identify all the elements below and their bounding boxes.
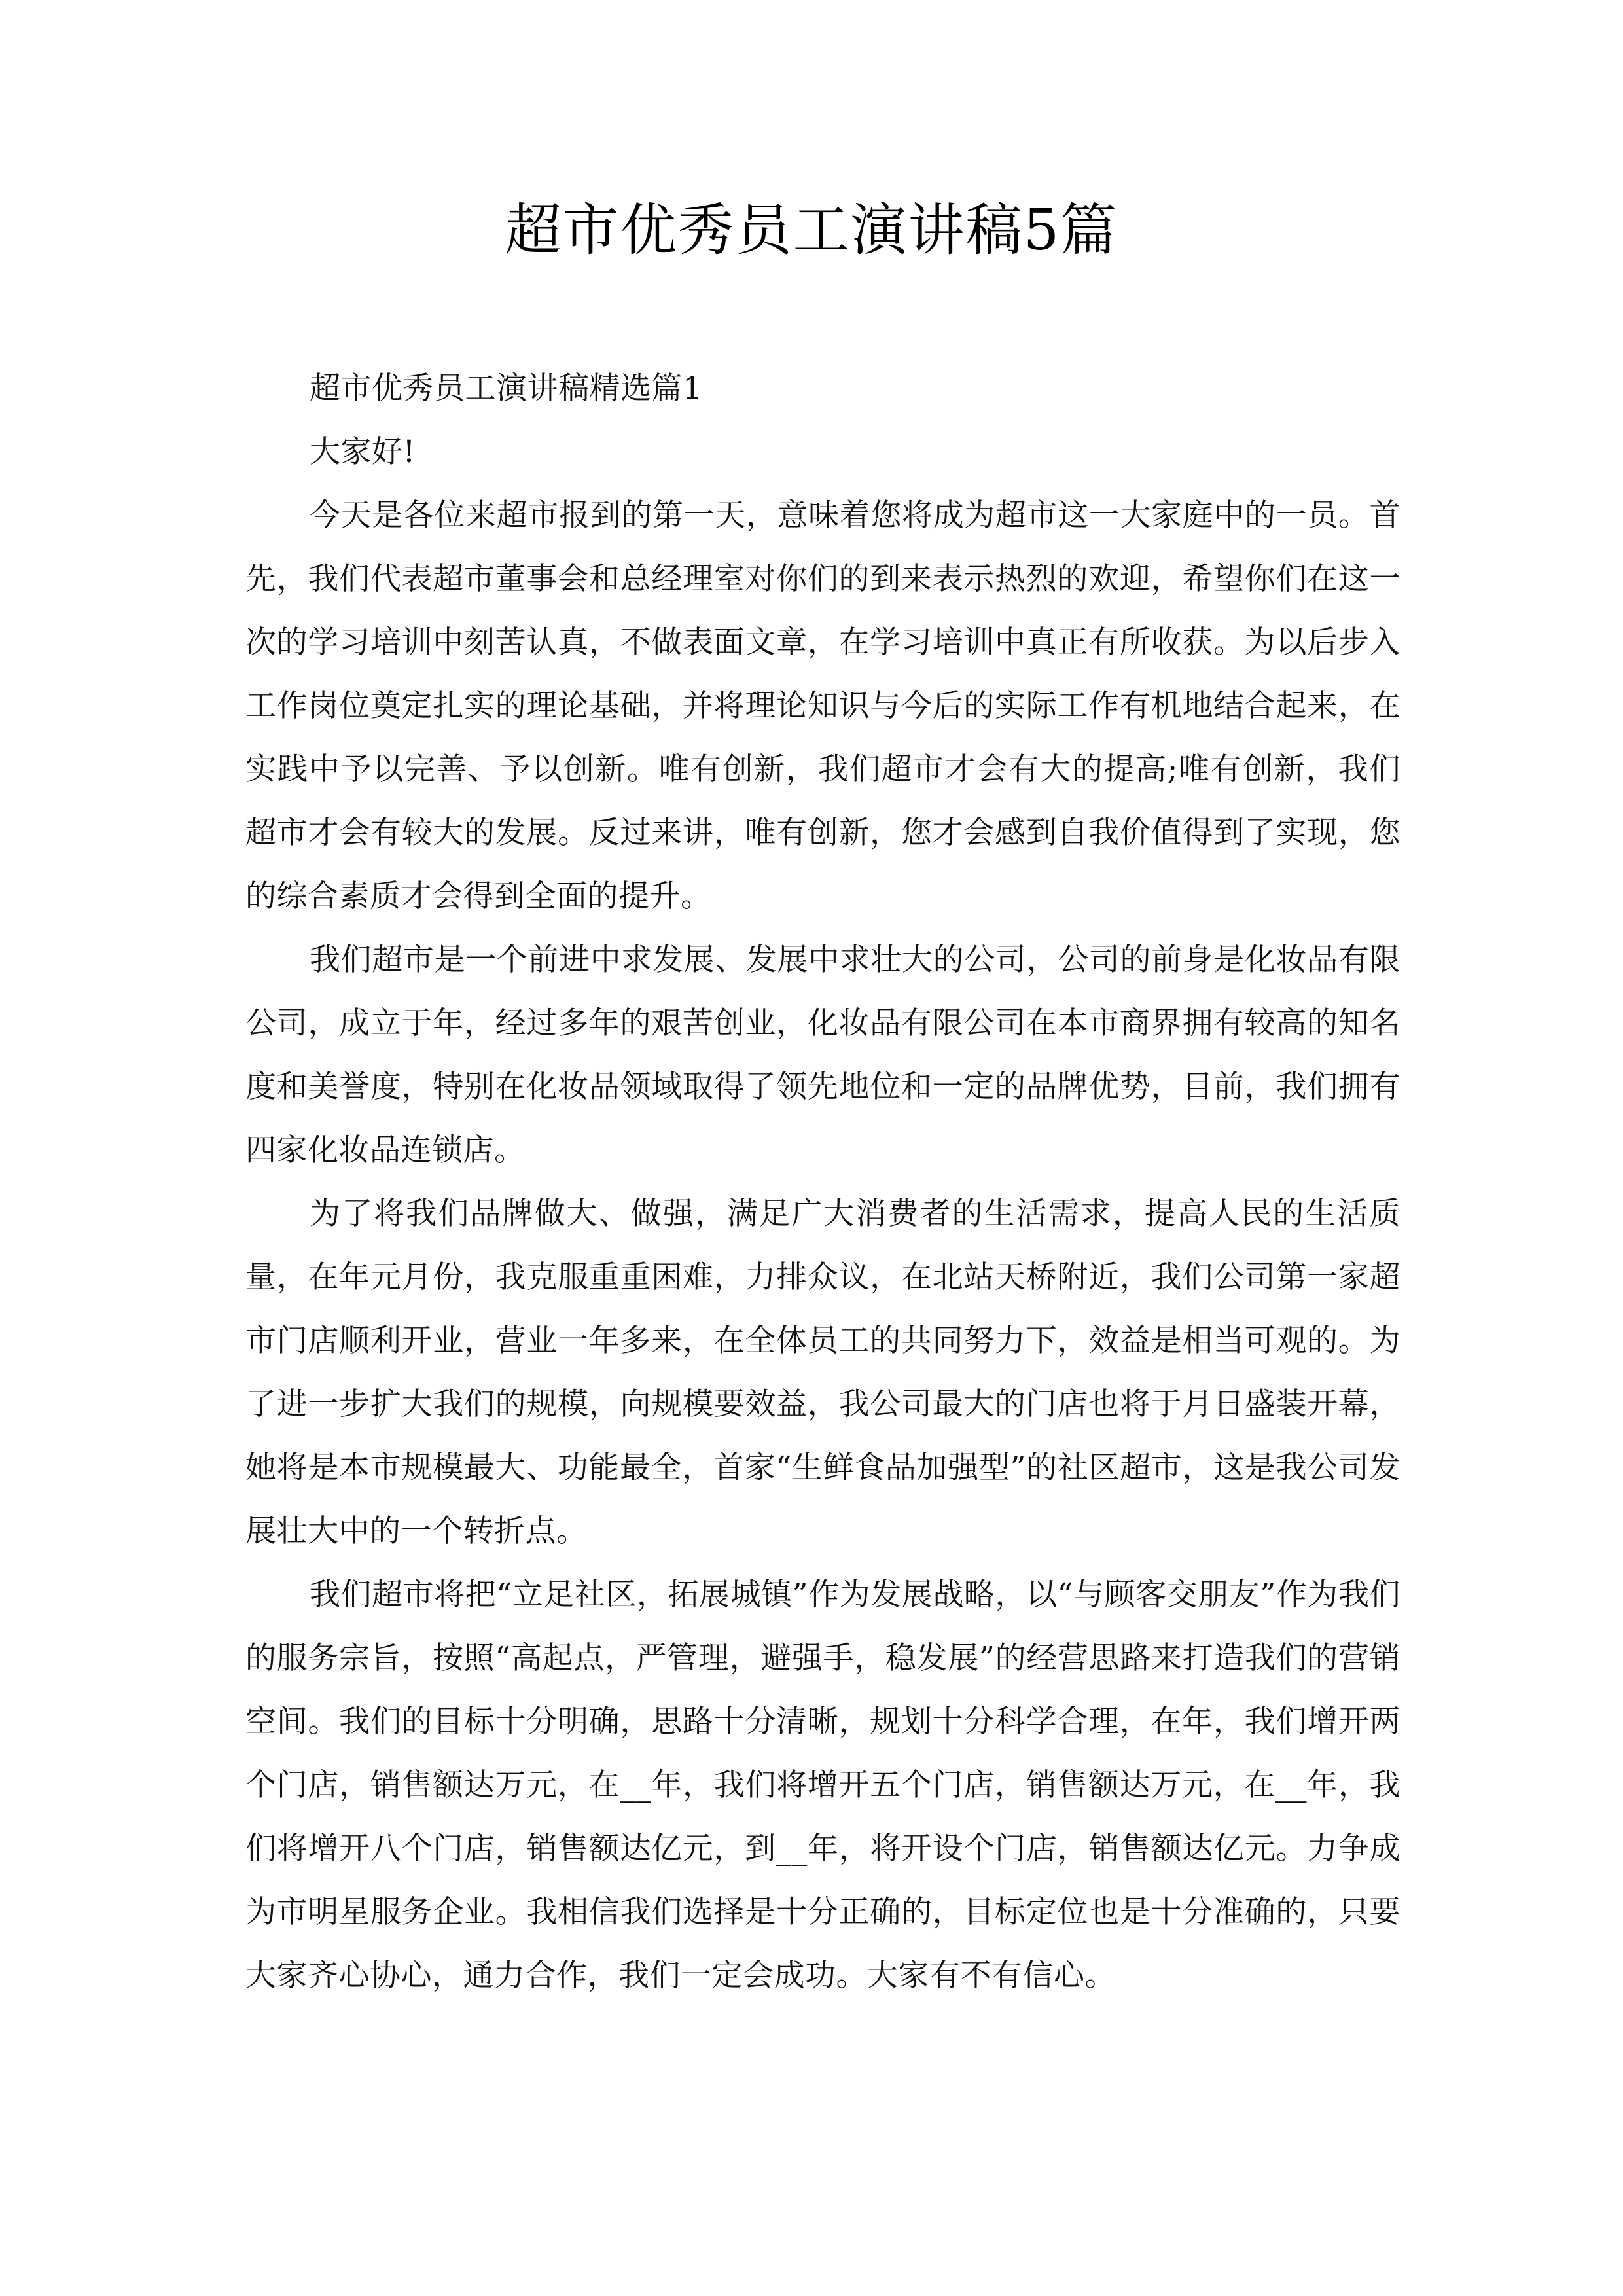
paragraph-first-store: 为了将我们品牌做大、做强，满足广大消费者的生活需求，提高人民的生活质量，在年元月份，我克服重重困难，力排众议，在北站天桥附近，我们公司第一家超市门店顺利开业，营业一年多来，在全体员工的共同努力下，效益是相当可观的。为了进一步扩大我们的规模，向规模要效益，我公司最大的门店也将于月日盛装开幕，她将是本市规模最大、功能最全，首家“生鲜食品加强型”的社区超市，这是我公司发展壮大中的一个转折点。 (245, 1196, 1400, 1549)
paragraph-strategy-goals: 我们超市将把“立足社区，拓展城镇”作为发展战略，以“与顾客交朋友”作为我们的服务宗旨，按照“高起点，严管理，避强手，稳发展”的经营思路来打造我们的营销空间。我们的目标十分明确，思路十分清晰，规划十分科学合理，在年，我们增开两个门店，销售额达万元，在__年，我们将增开五个门店，销售额达万元，在__年，我们将增开八个门店，销售额达亿元，到__年，将开设个门店，销售额达亿元。力争成为市明星服务企业。我相信我们选择是十分正确的，目标定位也是十分准确的，只要大家齐心协心，通力合作，我们一定会成功。大家有不有信心。 (245, 1577, 1400, 1994)
document-body (245, 357, 1400, 2007)
paragraph-company-history: 我们超市是一个前进中求发展、发展中求壮大的公司，公司的前身是化妆品有限公司，成立于年，经过多年的艰苦创业，化妆品有限公司在本市商界拥有较高的知名度和美誉度，特别在化妆品领域取得了领先地位和一定的品牌优势，目前，我们拥有四家化妆品连锁店。 (245, 942, 1400, 1168)
document-title: 超市优秀员工演讲稿5篇 (505, 198, 1118, 263)
section-heading: 超市优秀员工演讲稿精选篇1 (310, 370, 703, 406)
paragraph-welcome: 今天是各位来超市报到的第一天，意味着您将成为超市这一大家庭中的一员。首先，我们代表超市董事会和总经理室对你们的到来表示热烈的欢迎，希望你们在这一次的学习培训中刻苦认真，不做表面文章，在学习培训中真正有所收获。为以后步入工作岗位奠定扎实的理论基础，并将理论知识与今后的实际工作有机地结合起来，在实践中予以完善、予以创新。唯有创新，我们超市才会有大的提高;唯有创新，我们超市才会有较大的发展。反过来讲，唯有创新，您才会感到自我价值得到了实现，您的综合素质才会得到全面的提升。 (245, 497, 1400, 914)
greeting: 大家好! (310, 434, 416, 470)
